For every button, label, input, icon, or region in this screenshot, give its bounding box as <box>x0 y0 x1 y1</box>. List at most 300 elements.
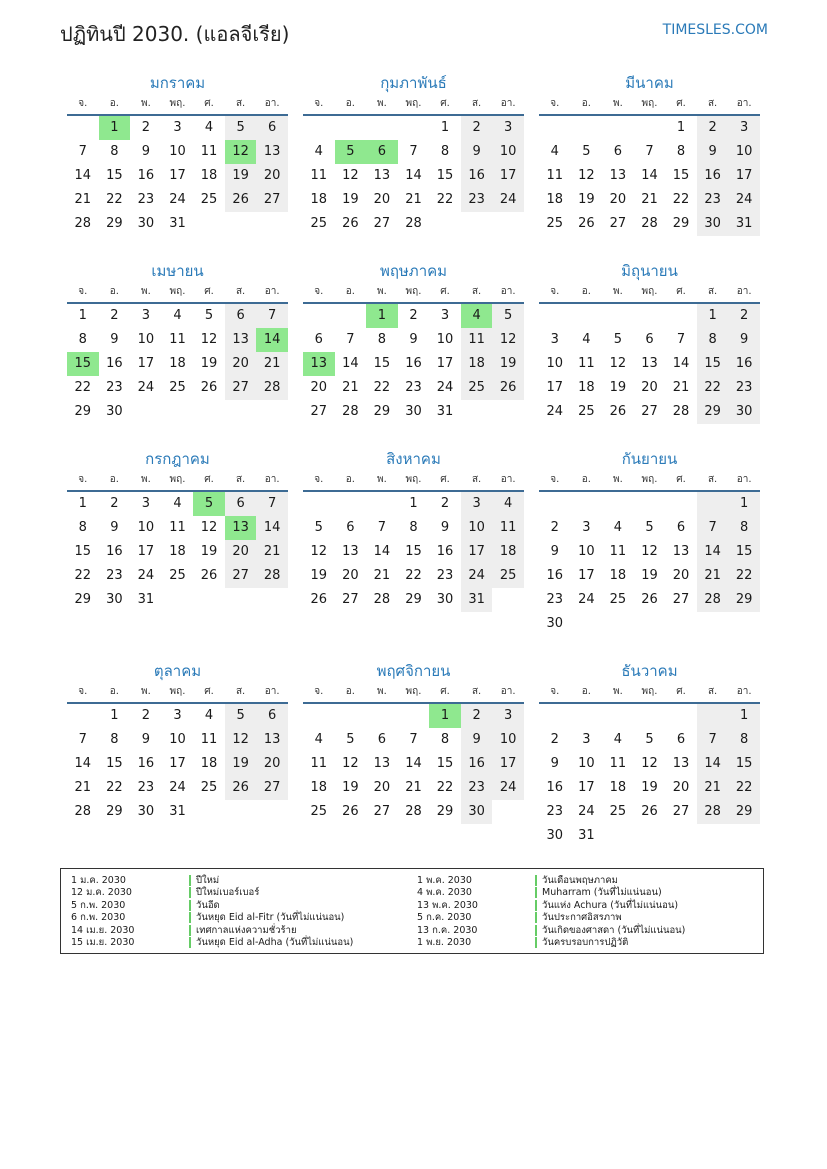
day-cell: 6 <box>366 140 398 164</box>
legend-row <box>71 912 353 924</box>
day-cell: 22 <box>106 780 123 795</box>
weekday-header <box>303 682 524 704</box>
day-cell: 29 <box>106 804 123 819</box>
day-cell: 16 <box>106 544 123 559</box>
month-block <box>67 72 288 236</box>
weekday-label: อ. <box>109 686 119 697</box>
day-cell: 17 <box>137 356 155 371</box>
day-cell: 25 <box>169 380 186 395</box>
day-cell: 13 <box>303 352 335 376</box>
day-cell: 23 <box>697 188 729 212</box>
day-cell: 19 <box>225 164 257 188</box>
day-cell: 29 <box>697 400 729 424</box>
day-cell: 20 <box>342 568 359 583</box>
empty-cell <box>256 800 288 824</box>
day-cell: 26 <box>200 568 218 583</box>
day-cell: 8 <box>110 144 119 159</box>
empty-cell <box>366 704 398 728</box>
day-cell: 21 <box>405 192 422 207</box>
legend-description: วันแห่ง Achura (วันที่ไม่แน่นอน) <box>535 900 678 911</box>
day-cell: 31 <box>436 404 454 419</box>
weekday-label: ส. <box>707 286 718 297</box>
weekday-label: ส. <box>471 286 482 297</box>
weekday-label: พฤ. <box>169 686 186 697</box>
day-cell: 2 <box>461 704 493 728</box>
day-cell: 12 <box>342 756 359 771</box>
weekday-label: ศ. <box>440 98 450 109</box>
site-link[interactable]: TIMESLES.COM <box>662 22 768 38</box>
day-cell: 17 <box>436 356 454 371</box>
day-cell: 14 <box>256 328 288 352</box>
day-cell: 20 <box>225 352 257 376</box>
legend-date: 1 พ.ย. 2030 <box>417 936 472 948</box>
day-cell: 18 <box>169 544 186 559</box>
day-cell: 30 <box>106 592 123 607</box>
day-cell: 9 <box>141 144 151 159</box>
day-cell: 10 <box>461 516 493 540</box>
day-cell: 24 <box>728 188 760 212</box>
day-cell: 4 <box>613 520 623 535</box>
day-cell: 11 <box>492 516 524 540</box>
empty-cell <box>67 116 99 140</box>
empty-cell <box>665 304 697 328</box>
month-name: พฤษภาคม <box>379 262 448 280</box>
day-cell: 27 <box>256 776 288 800</box>
day-cell: 9 <box>141 732 151 747</box>
empty-cell <box>602 116 634 140</box>
legend-row <box>417 875 685 887</box>
day-cell: 27 <box>672 804 690 819</box>
weekday-label: อา. <box>500 474 516 485</box>
day-cell: 29 <box>74 404 92 419</box>
day-cell: 4 <box>550 144 559 159</box>
month-block <box>303 72 524 236</box>
day-cell: 6 <box>613 144 623 159</box>
day-cell: 3 <box>141 308 151 323</box>
month-block <box>539 448 760 636</box>
day-cell: 7 <box>256 304 288 328</box>
day-cell: 3 <box>492 704 524 728</box>
empty-cell <box>539 116 571 140</box>
day-cell: 25 <box>609 804 627 819</box>
day-cell: 5 <box>225 116 257 140</box>
day-cell: 7 <box>409 144 418 159</box>
day-cell: 23 <box>461 776 493 800</box>
day-cell: 8 <box>78 520 87 535</box>
day-cell: 29 <box>74 592 92 607</box>
legend-row <box>417 925 685 937</box>
day-cell: 2 <box>141 120 151 135</box>
day-cell: 4 <box>314 144 323 159</box>
weekday-label: จ. <box>550 286 560 297</box>
day-cell: 26 <box>609 404 627 419</box>
empty-cell <box>665 492 697 516</box>
day-cell: 30 <box>137 216 155 231</box>
empty-cell <box>571 116 603 140</box>
day-cell: 10 <box>578 544 595 559</box>
day-cell: 26 <box>578 216 595 231</box>
day-cell: 28 <box>405 804 422 819</box>
empty-cell <box>665 824 697 848</box>
empty-cell <box>492 588 524 612</box>
legend-description: วันหยุด Eid al-Adha (วันที่ไม่แน่นอน) <box>189 937 353 948</box>
day-cell: 24 <box>137 380 155 395</box>
weekday-label: พฤ. <box>641 686 658 697</box>
weekday-label: ศ. <box>204 286 214 297</box>
empty-cell <box>634 492 666 516</box>
day-cell: 8 <box>409 520 418 535</box>
legend-row <box>417 937 685 949</box>
day-cell: 26 <box>641 804 658 819</box>
legend-description: Muharram (วันที่ไม่แน่นอน) <box>535 887 662 898</box>
day-cell: 23 <box>405 380 422 395</box>
month-name: กุมภาพันธ์ <box>380 74 447 92</box>
day-cell: 24 <box>546 404 564 419</box>
day-cell: 23 <box>546 592 564 607</box>
day-cell: 2 <box>409 308 418 323</box>
weekday-label: พ. <box>377 286 387 297</box>
legend-date: 13 พ.ค. 2030 <box>417 899 478 911</box>
weekday-label: จ. <box>314 286 324 297</box>
day-cell: 6 <box>676 732 686 747</box>
day-cell: 7 <box>256 492 288 516</box>
day-cell: 22 <box>728 776 760 800</box>
day-cell: 20 <box>256 752 288 776</box>
empty-cell <box>461 212 493 236</box>
weekday-label: ส. <box>235 98 246 109</box>
day-grid <box>539 304 760 424</box>
day-cell: 15 <box>373 356 391 371</box>
day-cell: 5 <box>492 304 524 328</box>
day-cell: 9 <box>461 728 493 752</box>
day-cell: 8 <box>78 332 87 347</box>
day-grid <box>67 116 288 236</box>
month-name: สิงหาคม <box>386 450 441 468</box>
day-cell: 18 <box>609 780 627 795</box>
day-cell: 3 <box>173 120 182 135</box>
day-cell: 20 <box>373 192 391 207</box>
day-cell: 25 <box>310 216 328 231</box>
legend-row <box>71 937 353 949</box>
day-cell: 2 <box>110 308 119 323</box>
day-cell: 8 <box>377 332 387 347</box>
weekday-label: ศ. <box>676 98 686 109</box>
weekday-label: ศ. <box>676 686 686 697</box>
day-cell: 30 <box>137 804 155 819</box>
weekday-label: พฤ. <box>405 474 422 485</box>
day-cell: 14 <box>342 356 359 371</box>
day-cell: 4 <box>582 332 591 347</box>
day-cell: 11 <box>310 756 328 771</box>
day-cell: 29 <box>672 216 690 231</box>
month-name: มิถุนายน <box>621 262 678 280</box>
day-cell: 14 <box>256 516 288 540</box>
day-cell: 30 <box>461 800 493 824</box>
day-cell: 12 <box>225 140 257 164</box>
empty-cell <box>398 116 430 140</box>
day-cell: 11 <box>310 168 328 183</box>
weekday-label: อา. <box>500 686 516 697</box>
day-cell: 10 <box>492 728 524 752</box>
empty-cell <box>539 704 571 728</box>
empty-cell <box>697 824 729 848</box>
day-cell: 11 <box>169 332 186 347</box>
day-cell: 12 <box>342 168 359 183</box>
day-cell: 25 <box>200 780 218 795</box>
weekday-label: อ. <box>109 286 119 297</box>
month-name: มีนาคม <box>625 74 674 92</box>
weekday-label: อ. <box>109 474 119 485</box>
day-cell: 8 <box>676 144 686 159</box>
day-cell: 24 <box>169 192 186 207</box>
day-cell: 1 <box>440 120 450 135</box>
legend-description: เทศกาลแห่งความชั่วร้าย <box>189 925 297 936</box>
legend-date: 1 ม.ค. 2030 <box>71 875 126 886</box>
day-cell: 13 <box>672 756 690 771</box>
day-cell: 5 <box>613 332 623 347</box>
day-cell: 18 <box>609 568 627 583</box>
legend-date: 1 พ.ค. 2030 <box>417 875 472 886</box>
day-cell: 15 <box>697 352 729 376</box>
day-cell: 27 <box>310 404 328 419</box>
day-cell: 19 <box>609 380 627 395</box>
day-cell: 19 <box>342 192 359 207</box>
day-cell: 8 <box>110 732 119 747</box>
day-cell: 8 <box>440 144 450 159</box>
day-cell: 9 <box>550 544 559 559</box>
day-cell: 13 <box>225 328 257 352</box>
weekday-label: พ. <box>377 686 387 697</box>
day-cell: 1 <box>78 308 87 323</box>
day-cell: 12 <box>609 356 627 371</box>
empty-cell <box>571 704 603 728</box>
weekday-label: พ. <box>377 474 387 485</box>
day-cell: 6 <box>225 304 257 328</box>
day-cell: 2 <box>461 116 493 140</box>
empty-cell <box>225 588 257 612</box>
empty-cell <box>335 492 367 516</box>
empty-cell <box>256 588 288 612</box>
legend-row <box>71 900 353 912</box>
weekday-label: อา. <box>264 98 280 109</box>
empty-cell <box>492 212 524 236</box>
day-grid <box>539 116 760 236</box>
day-cell: 11 <box>200 732 218 747</box>
weekday-label: ศ. <box>440 474 450 485</box>
day-cell: 4 <box>204 708 214 723</box>
empty-cell <box>602 304 634 328</box>
weekday-label: จ. <box>78 686 88 697</box>
weekday-header <box>67 682 288 704</box>
month-block <box>303 448 524 612</box>
day-cell: 20 <box>225 540 257 564</box>
day-cell: 31 <box>728 212 760 236</box>
day-cell: 19 <box>578 192 595 207</box>
empty-cell <box>492 800 524 824</box>
empty-cell <box>461 400 493 424</box>
day-cell: 25 <box>310 804 328 819</box>
day-cell: 16 <box>728 352 760 376</box>
day-cell: 3 <box>728 116 760 140</box>
empty-cell <box>665 612 697 636</box>
day-cell: 3 <box>582 732 591 747</box>
weekday-label: ส. <box>471 98 482 109</box>
weekday-label: จ. <box>550 474 560 485</box>
day-cell: 21 <box>672 380 690 395</box>
legend-row <box>71 887 353 899</box>
month-name: ตุลาคม <box>153 662 202 680</box>
weekday-label: พฤ. <box>169 98 186 109</box>
day-cell: 6 <box>256 704 288 728</box>
weekday-label: พ. <box>613 686 623 697</box>
day-cell: 26 <box>200 380 218 395</box>
empty-cell <box>366 492 398 516</box>
day-cell: 8 <box>728 516 760 540</box>
day-cell: 10 <box>492 140 524 164</box>
weekday-label: อ. <box>581 286 591 297</box>
legend-description: วันประกาศอิสรภาพ <box>535 912 622 923</box>
weekday-label: ส. <box>235 474 246 485</box>
day-cell: 31 <box>461 588 493 612</box>
day-cell: 5 <box>645 732 654 747</box>
day-cell: 21 <box>74 780 92 795</box>
weekday-label: พฤ. <box>405 286 422 297</box>
day-cell: 21 <box>697 776 729 800</box>
day-cell: 30 <box>436 592 454 607</box>
day-cell: 6 <box>377 732 387 747</box>
weekday-label: พ. <box>613 286 623 297</box>
empty-cell <box>366 116 398 140</box>
day-cell: 30 <box>405 404 422 419</box>
day-cell: 5 <box>335 140 367 164</box>
day-cell: 24 <box>461 564 493 588</box>
month-block <box>303 660 524 824</box>
day-cell: 27 <box>641 404 658 419</box>
day-cell: 22 <box>373 380 391 395</box>
legend-date: 14 เม.ย. 2030 <box>71 924 135 936</box>
day-cell: 25 <box>609 592 627 607</box>
weekday-label: ศ. <box>440 286 450 297</box>
empty-cell <box>225 800 257 824</box>
empty-cell <box>193 212 225 236</box>
empty-cell <box>634 612 666 636</box>
day-cell: 17 <box>137 544 155 559</box>
day-cell: 27 <box>225 376 257 400</box>
day-cell: 15 <box>436 756 454 771</box>
day-cell: 23 <box>436 568 454 583</box>
weekday-label: อ. <box>345 686 355 697</box>
day-cell: 6 <box>676 520 686 535</box>
day-cell: 5 <box>645 520 654 535</box>
weekday-label: ศ. <box>676 474 686 485</box>
weekday-label: พฤ. <box>641 98 658 109</box>
day-cell: 24 <box>578 804 595 819</box>
day-cell: 14 <box>74 168 92 183</box>
day-cell: 3 <box>141 496 151 511</box>
weekday-label: พ. <box>613 98 623 109</box>
weekday-label: จ. <box>78 286 88 297</box>
day-cell: 27 <box>373 804 391 819</box>
legend-description: ปีใหม่ <box>189 875 219 886</box>
day-cell: 16 <box>461 752 493 776</box>
legend-description: วันครบรอบการปฏิวัติ <box>535 937 628 948</box>
day-cell: 23 <box>728 376 760 400</box>
day-cell: 16 <box>405 356 422 371</box>
day-cell: 28 <box>74 216 92 231</box>
empty-cell <box>539 492 571 516</box>
day-cell: 11 <box>609 544 627 559</box>
empty-cell <box>697 492 729 516</box>
weekday-header <box>539 682 760 704</box>
day-cell: 7 <box>78 144 87 159</box>
day-cell: 10 <box>578 756 595 771</box>
month-block <box>67 260 288 424</box>
day-cell: 21 <box>74 192 92 207</box>
day-grid <box>303 116 524 236</box>
day-cell: 18 <box>200 168 218 183</box>
day-cell: 15 <box>106 168 123 183</box>
day-cell: 19 <box>342 780 359 795</box>
day-cell: 19 <box>492 352 524 376</box>
empty-cell <box>303 704 335 728</box>
day-cell: 21 <box>697 564 729 588</box>
legend-description: วันอีด <box>189 900 220 911</box>
empty-cell <box>303 116 335 140</box>
day-cell: 17 <box>728 164 760 188</box>
day-cell: 22 <box>672 192 690 207</box>
day-cell: 10 <box>169 732 186 747</box>
day-cell: 30 <box>546 828 564 843</box>
day-cell: 23 <box>106 568 123 583</box>
legend-row <box>71 875 353 887</box>
weekday-label: ส. <box>707 98 718 109</box>
day-cell: 4 <box>492 492 524 516</box>
day-cell: 11 <box>578 356 595 371</box>
weekday-label: จ. <box>550 686 560 697</box>
weekday-label: จ. <box>314 474 324 485</box>
day-cell: 3 <box>461 492 493 516</box>
day-cell: 8 <box>697 328 729 352</box>
day-cell: 25 <box>461 376 493 400</box>
day-grid <box>67 304 288 424</box>
empty-cell <box>335 704 367 728</box>
weekday-label: อ. <box>345 474 355 485</box>
day-cell: 29 <box>728 800 760 824</box>
day-cell: 13 <box>342 544 359 559</box>
day-cell: 30 <box>546 616 564 631</box>
weekday-label: ส. <box>707 474 718 485</box>
day-cell: 2 <box>728 304 760 328</box>
weekday-label: จ. <box>78 98 88 109</box>
day-cell: 9 <box>440 520 450 535</box>
weekday-label: อ. <box>581 474 591 485</box>
empty-cell <box>67 704 99 728</box>
day-cell: 10 <box>169 144 186 159</box>
empty-cell <box>634 116 666 140</box>
day-cell: 20 <box>609 192 627 207</box>
month-name: กรกฎาคม <box>145 450 210 468</box>
weekday-label: จ. <box>314 686 324 697</box>
day-cell: 27 <box>373 216 391 231</box>
day-cell: 15 <box>728 540 760 564</box>
day-cell: 23 <box>546 804 564 819</box>
day-cell: 18 <box>461 352 493 376</box>
day-cell: 6 <box>314 332 323 347</box>
weekday-label: อา. <box>736 98 752 109</box>
month-name: มกราคม <box>149 74 206 92</box>
day-cell: 7 <box>697 728 729 752</box>
empty-cell <box>665 704 697 728</box>
